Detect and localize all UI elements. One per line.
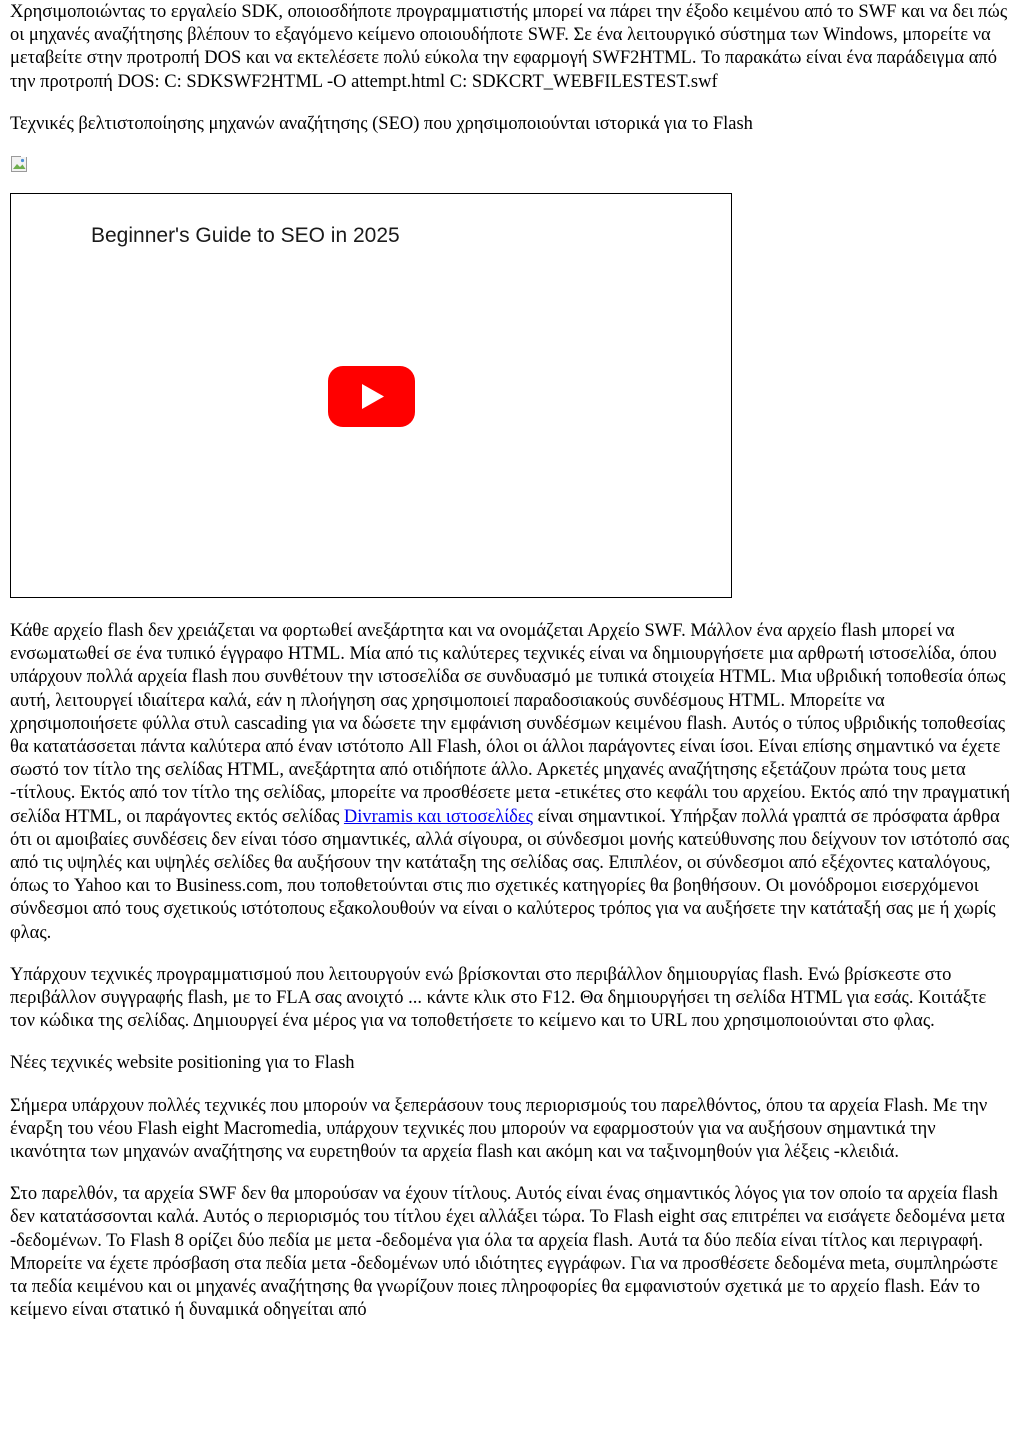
- section-heading-new-techniques: Νέες τεχνικές website positioning για το Flash: [10, 1053, 355, 1074]
- broken-image-icon: [10, 155, 30, 175]
- hybrid-text-before-link: Κάθε αρχείο flash δεν χρειάζεται να φορτωθεί ανεξάρτητα και να ονομάζεται Αρχείο SWF. Μάλλον ένα αρχείο flash μπορεί να ενσωματωθεί σε ένα τυπικό έγγραφο HTML. Μία από τις καλύτερες τεχνικές είναι να δημιουργήσετε μια αρθρωτή ιστοσελίδα, όπου υπάρχουν πολλά αρχεία flash που συνθέτουν την ιστοσελίδα σε συνδυασμό με τυπικά στοιχεία HTML. Μια υβριδική τοποθεσία όπως αυτή, λειτουργεί ιδιαίτερα καλά, εάν η πλοήγηση σας χρησιμοποιεί παραδοσιακούς συνδέσμους HTML. Μπορείτε να χρησιμοποιήσετε φύλλα στυλ cascading για να δώσετε την εμφάνιση συνδέσμων κειμένου flash. Αυτός ο τύπος υβριδικής τοποθεσίας θα κατατάσσεται πάντα καλύτερα από έναν ιστότοπο All Flash, όλοι οι άλλοι παράγοντες είναι ίσοι. Είναι επίσης σημαντικό να έχετε σωστό τον τίτλο της σελίδας HTML, ανεξάρτητα από οτιδήποτε άλλο. Αρκετές μηχανές αναζήτησης εξετάζουν πρώτα τους μετα -τίτλους. Εκτός από τον τίτλο της σελίδας, μπορείτε να προσθέσετε μετα -ετικέτες στο κεφάλι του αρχείου. Εκτός από την πραγματική σελίδα HTML, οι παράγοντες εκτός σελίδας: [10, 621, 1011, 827]
- video-title[interactable]: Beginner's Guide to SEO in 2025: [91, 224, 400, 248]
- metadata-paragraph: Στο παρελθόν, τα αρχεία SWF δεν θα μπορούσαν να έχουν τίτλους. Αυτός είναι ένας σημαντικός λόγος για τον οποίο τα αρχεία flash δεν κατατάσσονται καλά. Αυτός ο περιορισμός του τίτλου έχει αλλάξει τώρα. Το Flash eight σας επιτρέπει να εισάγετε δεδομένα μετα -δεδομένων. Το Flash 8 ορίζει δύο πεδία με μετα -δεδομένα για όλα τα αρχεία flash. Αυτά τα δύο πεδία είναι τίτλος και περιγραφή. Μπορείτε να έχετε πρόσβαση στα πεδία μετα -δεδομένων υπό ιδιότητες εγγράφων. Για να προσθέσετε δεδομένα meta, συμπληρώστε τα πεδία κειμένου και οι μηχανές αναζήτησης θα γνωρίζουν ποιες πληροφορίες θα εμφανιστούν σχετικά με το αρχείο flash. Εάν το κείμενο είναι στατικό ή δυναμικά οδηγείται από: [10, 1184, 1005, 1321]
- flash-eight-paragraph: Σήμερα υπάρχουν πολλές τεχνικές που μπορούν να ξεπεράσουν τους περιορισμούς του παρελθόντος, όπου τα αρχεία Flash. Με την έναρξη του νέου Flash eight Macromedia, υπάρχουν τεχνικές που μπορούν να εφαρμοστούν για να αυξήσουν σημαντικά την ικανότητα των μηχανών αναζήτησης να ευρετηθούν τα αρχεία flash και ακόμη και να ταξινομηθούν για λέξεις -κλειδιά.: [10, 1095, 988, 1163]
- play-icon[interactable]: [328, 366, 415, 427]
- hybrid-text-after-link: είναι σημαντικοί. Υπήρξαν πολλά γραπτά σε πρόσφατα άρθρα ότι οι αμοιβαίες συνδέσεις δεν είναι τόσο σημαντικές, αλλά σίγουρα, οι σύνδεσμοι μονής κατεύθυνσης που δείχνουν τον ιστότοπό σας από τις υψηλές και υψηλές σελίδες θα αυξήσουν την κατάταξη της σελίδας σας. Επιπλέον, οι σύνδεσμοι από εξέχοντες καταλόγους, όπως το Yahoo και το Business.com, που τοποθετούνται στις πιο σχετικές κατηγορίες θα βοηθήσουν. Οι μονόδρομοι εισερχόμενοι σύνδεσμοι από τους σχετικούς ιστότοπους εξακολουθούν να είναι ο καλύτερος τρόπος για να αυξήσετε την κατάταξή σας με ή χωρίς φλας.: [10, 806, 1010, 943]
- divramis-link[interactable]: Divramis και ιστοσελίδες: [343, 806, 533, 827]
- section-heading-historical-seo: Τεχνικές βελτιστοποίησης μηχανών αναζήτησης (SEO) που χρησιμοποιούνται ιστορικά για το Flash: [10, 113, 753, 134]
- play-button[interactable]: [328, 366, 415, 427]
- intro-paragraph: Χρησιμοποιώντας το εργαλείο SDK, οποιοσδήποτε προγραμματιστής μπορεί να πάρει την έξοδο κειμένου από το SWF και να δει πώς οι μηχανές αναζήτησης βλέπουν το εξαγόμενο κείμενο οποιουδήποτε SWF. Σε ένα λειτουργικό σύστημα των Windows, μπορείτε να μεταβείτε στην προτροπή DOS και να εκτελέσετε πολύ εύκολα την εφαρμογή SWF2HTML. Το παρακάτω είναι ένα παράδειγμα από την προτροπή DOS: C: SDKSWF2HTML -O attempt.html C: SDKCRT_WEBFILESTEST.swf: [10, 2, 1008, 92]
- programming-techniques-paragraph: Υπάρχουν τεχνικές προγραμματισμού που λειτουργούν ενώ βρίσκονται στο περιβάλλον δημιουργίας flash. Ενώ βρίσκεστε στο περιβάλλον συγγραφής flash, με το FLA σας ανοιχτό ... κάντε κλικ στο F12. Θα δημιουργήσει τη σελίδα HTML για εσάς. Κοιτάξτε τον κώδικα της σελίδας. Δημιουργεί ένα μέρος για να τοποθετήσετε το κείμενο και το URL που χρησιμοποιούνται στο φλας.: [10, 964, 987, 1032]
- hybrid-site-paragraph: [10, 620, 1014, 945]
- video-embed[interactable]: [10, 193, 732, 598]
